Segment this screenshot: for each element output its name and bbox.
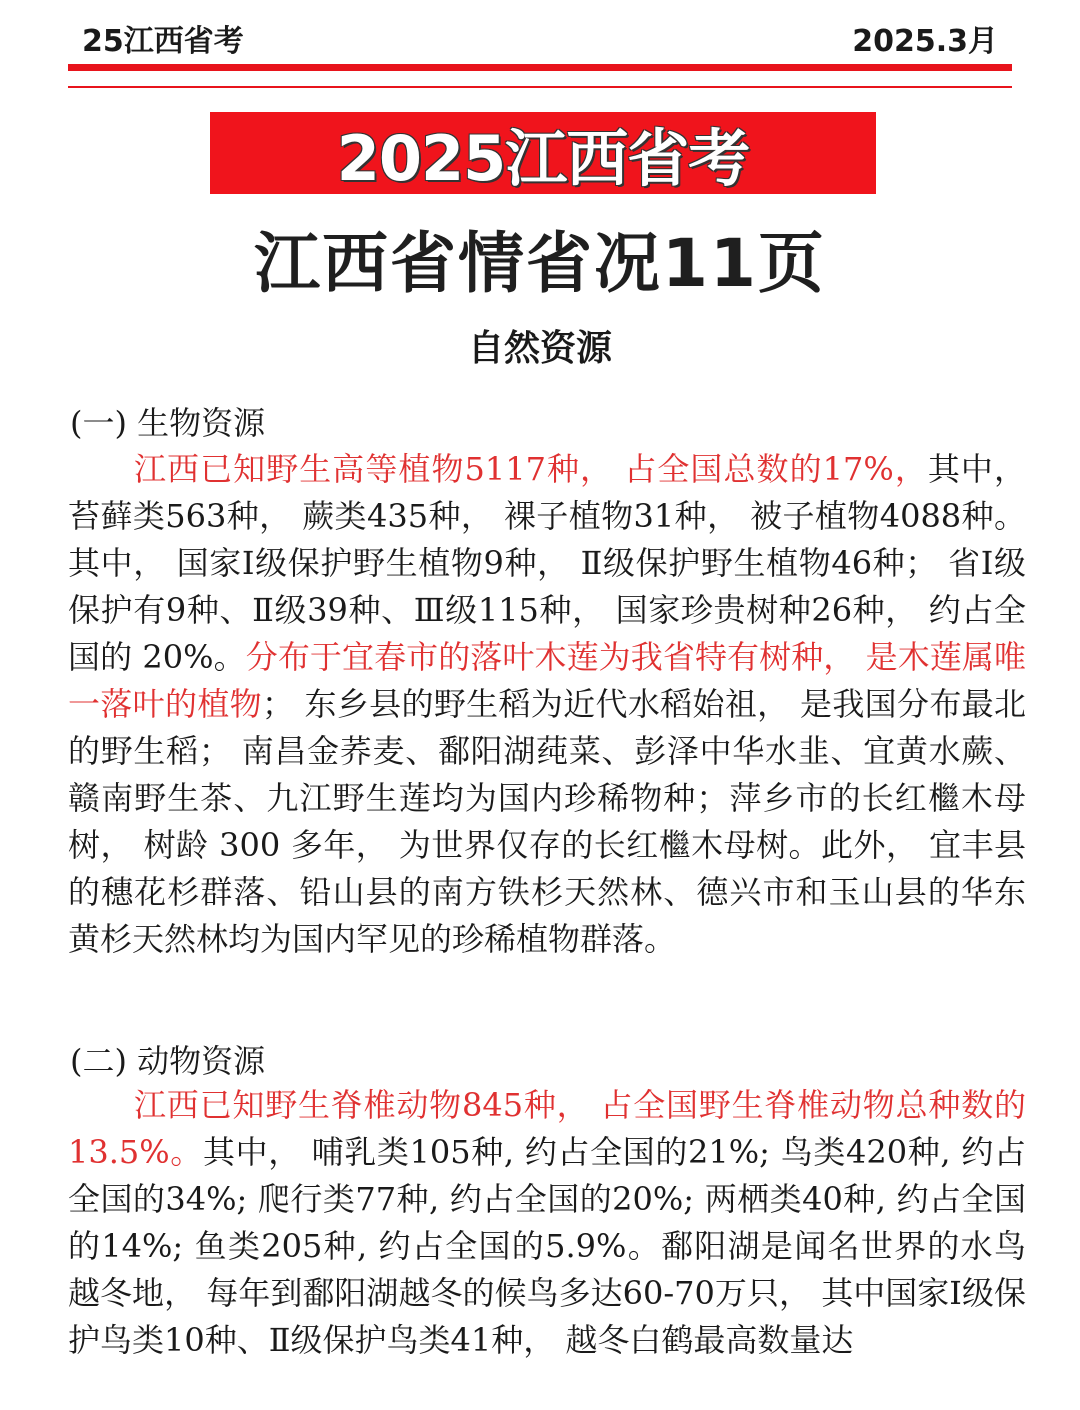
body-text: 其中， 哺乳类105种, 约占全国的21%; 鸟类420种, 约占全国的34%; 爬行类77种, 约占全国的20%; 两栖类40种, 约占全国的14%; 鱼类205种, 约占全国的5.9%。鄱阳湖是闻名世界的水鸟越冬地， 每年到鄱阳湖越冬的候鸟多达60-70万只， 其中国家Ⅰ级保护鸟类10种、Ⅱ级保护鸟类41种， 越冬白鹤最高数量达: [68, 1133, 1026, 1359]
highlight-text: 江西已知野生脊椎动物845种， 占全国野生脊椎动物总种数的13.5%。: [68, 1086, 1026, 1171]
header-divider-thin: [68, 86, 1012, 88]
exam-label: 25江西省考: [82, 24, 244, 59]
body-text: 其中， 苔藓类563种， 蕨类435种， 裸子植物31种， 被子植物4088种。其中， 国家Ⅰ级保护野生植物9种， Ⅱ级保护野生植物46种； 省Ⅰ级保护有9种、Ⅱ级39种、Ⅲ级115种， 国家珍贵树种26种， 约占全国的 20%。: [68, 450, 1026, 676]
section-title: 自然资源: [467, 327, 612, 369]
banner-title: 2025江西省考: [336, 121, 750, 195]
paragraph-animal: [68, 1082, 1026, 1364]
subsection-heading-biological: (一) 生物资源: [70, 404, 266, 442]
subsection-heading-animal: (二) 动物资源: [70, 1042, 266, 1080]
paragraph-biological: [68, 446, 1026, 963]
header-divider-thick: [68, 64, 1012, 71]
title-banner: [210, 112, 876, 194]
top-header: [0, 0, 1080, 60]
page-title: 江西省情省况11页: [254, 225, 826, 302]
body-text: ； 东乡县的野生稻为近代水稻始祖， 是我国分布最北的野生稻； 南昌金荞麦、鄱阳湖莼菜、彭泽中华水韭、宜黄水蕨、赣南野生茶、九江野生莲均为国内珍稀物种；萍乡市的长红檵木母树， 树龄 300 多年， 为世界仅存的长红檵木母树。此外， 宜丰县的穗花杉群落、铅山县的南方铁杉天然林、德兴市和玉山县的华东黄杉天然林均为国内罕见的珍稀植物群落。: [68, 685, 1026, 958]
date-label: 2025.3月: [852, 24, 998, 59]
highlight-text: 江西已知野生高等植物5117种， 占全国总数的17%，: [134, 450, 928, 488]
highlight-text: 分布于宜春市的落叶木莲为我省特有树种， 是木莲属唯一落叶的植物: [68, 638, 1026, 723]
